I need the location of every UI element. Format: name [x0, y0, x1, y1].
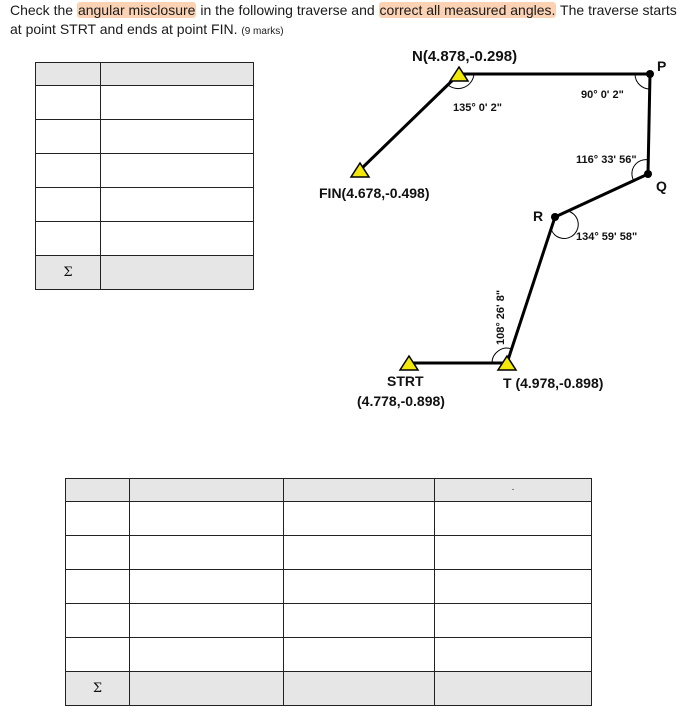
- label-strt: STRT: [387, 373, 424, 389]
- question-text: Check the angular misclosure in the following traverse and correct all measured angles. The traverse starts at point STRT and ends at point FIN. (9 marks): [10, 2, 677, 37]
- angle-label-r: 134° 59' 58": [576, 231, 638, 243]
- angle-labels: [453, 89, 637, 345]
- label-r: R: [533, 208, 544, 224]
- label-fin: FIN(4.678,-0.498): [319, 185, 430, 201]
- station-r-dot: [551, 213, 559, 221]
- header-dot: ·: [511, 484, 515, 495]
- label-strt-coord: (4.778,-0.898): [357, 393, 445, 409]
- sum-symbol: Σ: [66, 672, 130, 706]
- label-q: Q: [656, 178, 667, 194]
- angle-label-p: 90° 0' 2": [581, 89, 624, 101]
- sum-symbol: Σ: [36, 256, 101, 290]
- label-p: P: [657, 58, 667, 74]
- angle-label-q: 116° 33' 56": [576, 154, 637, 166]
- highlight-correct-angles: correct all measured angles.: [379, 2, 556, 18]
- station-q-dot: [644, 170, 652, 178]
- label-t: T (4.978,-0.898): [503, 375, 604, 391]
- highlight-angular-misclosure: angular misclosure: [77, 2, 196, 18]
- label-n: N(4.878,-0.298): [412, 48, 518, 65]
- angle-arcs: [448, 74, 650, 363]
- angle-label-n: 135° 0' 2": [453, 102, 502, 114]
- angle-label-t: 108° 26' 8": [495, 289, 507, 345]
- station-p-dot: [646, 70, 654, 78]
- marks-label: (9 marks): [241, 26, 284, 37]
